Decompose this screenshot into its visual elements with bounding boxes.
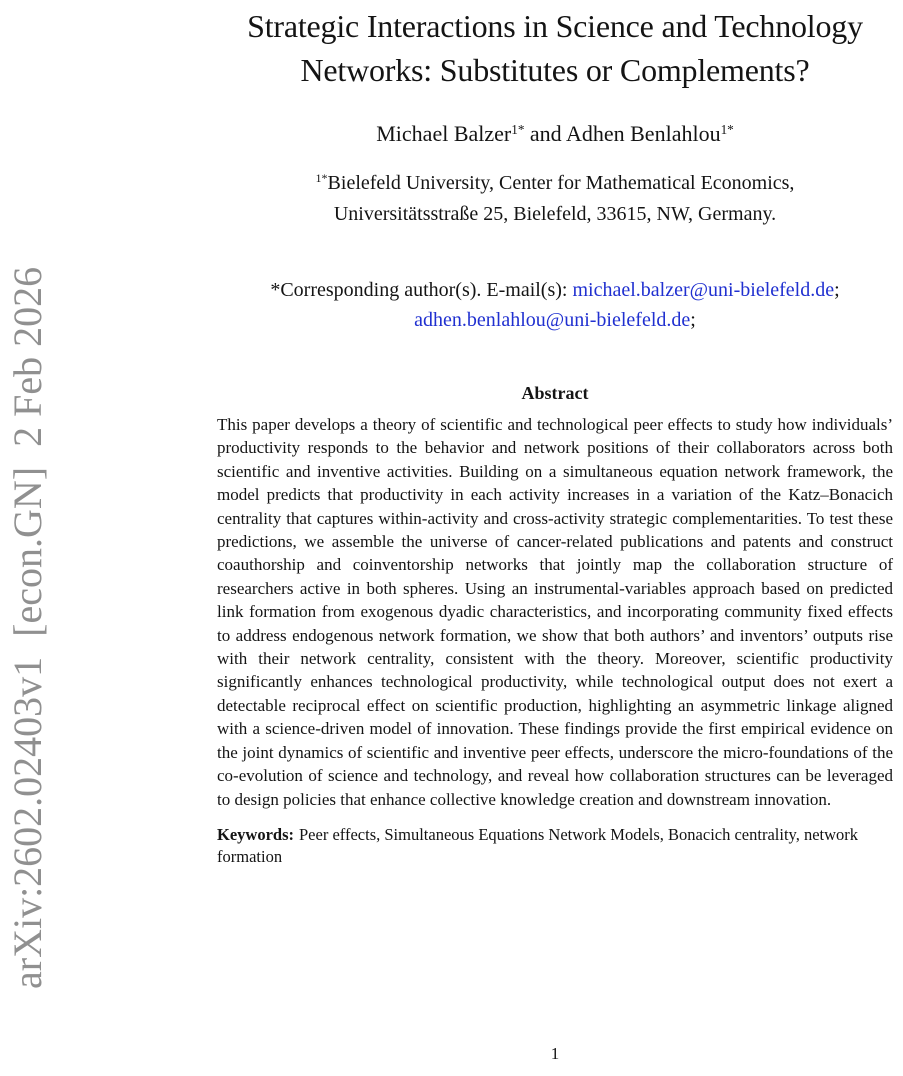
paper-title-line-1: Strategic Interactions in Science and Technology [247,8,863,44]
affiliation-mark: 1* [315,171,328,186]
abstract-heading: Abstract [521,383,589,403]
keywords-label: Keywords: [217,824,294,844]
correspondence-separator-1: ; [834,279,840,301]
corresponding-email-2-link[interactable]: adhen.benlahlou@uni-bielefeld.de [414,309,691,331]
author-1-affiliation-mark: 1* [511,121,525,137]
affiliation-line-1-text: Bielefeld University, Center for Mathematical Economics, [327,172,795,194]
correspondence-separator-2: ; [690,309,696,331]
author-2-name: Adhen Benlahlou [565,121,721,146]
paper-title-line-2: Networks: Substitutes or Complements? [300,52,810,88]
affiliation-line-2: Universitätsstraße 25, Bielefeld, 33615, NW, Germany. [333,203,777,225]
keywords-block [209,824,901,869]
authors-connector: and [524,121,566,146]
paper-title [175,4,903,92]
arxiv-watermark: arXiv:2602.02403v1 [econ.GN] 2 Feb 2026 [5,266,50,989]
author-1-name: Michael Balzer [376,121,512,146]
correspondence-block [209,275,901,335]
correspondence-line-2 [209,305,901,335]
paper-page [209,0,901,869]
correspondence-line-1 [209,275,901,305]
keywords-text: Peer effects, Simultaneous Equations Network Models, Bonacich centrality, network formation [217,824,859,867]
corresponding-email-1-link[interactable]: michael.balzer@uni-bielefeld.de [572,279,835,301]
correspondence-prefix: *Corresponding author(s). E-mail(s): [270,279,573,301]
author-line [209,119,901,152]
affiliation-block [209,169,901,229]
author-2-affiliation-mark: 1* [720,121,734,137]
affiliation-line-1 [209,169,901,200]
abstract-text: This paper develops a theory of scientific and technological peer effects to study how individuals’ productivity responds to the behavior and network positions of their collaborators across both scientific and inventive activities. Building on a simultaneous equation network framework, the model predicts that productivity in each activity increases in a variation of the Katz–Bonacich centrality that captures within-activity and cross-activity strategic complementarities. To test these predictions, we assemble the universe of cancer-related publications and patents and construct coauthorship and coinventorship networks that jointly map the collaboration structure of researchers active in both spheres. Using an instrumental-variables approach based on predicted link formation from exogenous dyadic characteristics, and incorporating community fixed effects to address endogenous network formation, we show that both authors’ and inventors’ outputs rise with their network centrality, consistent with the theory. Moreover, scientific productivity significantly enhances technological productivity, while technological output does not exert a detectable reciprocal effect on scientific production, highlighting an asymmetric linkage aligned with a science-driven model of innovation. These findings provide the first empirical evidence on the joint dynamics of scientific and inventive peer effects, underscore the micro-foundations of the co-evolution of science and technology, and reveal how collaboration structures can be leveraged to design policies that enhance collective knowledge creation and downstream innovation. [217,415,893,809]
page-number: 1 [550,1044,560,1063]
